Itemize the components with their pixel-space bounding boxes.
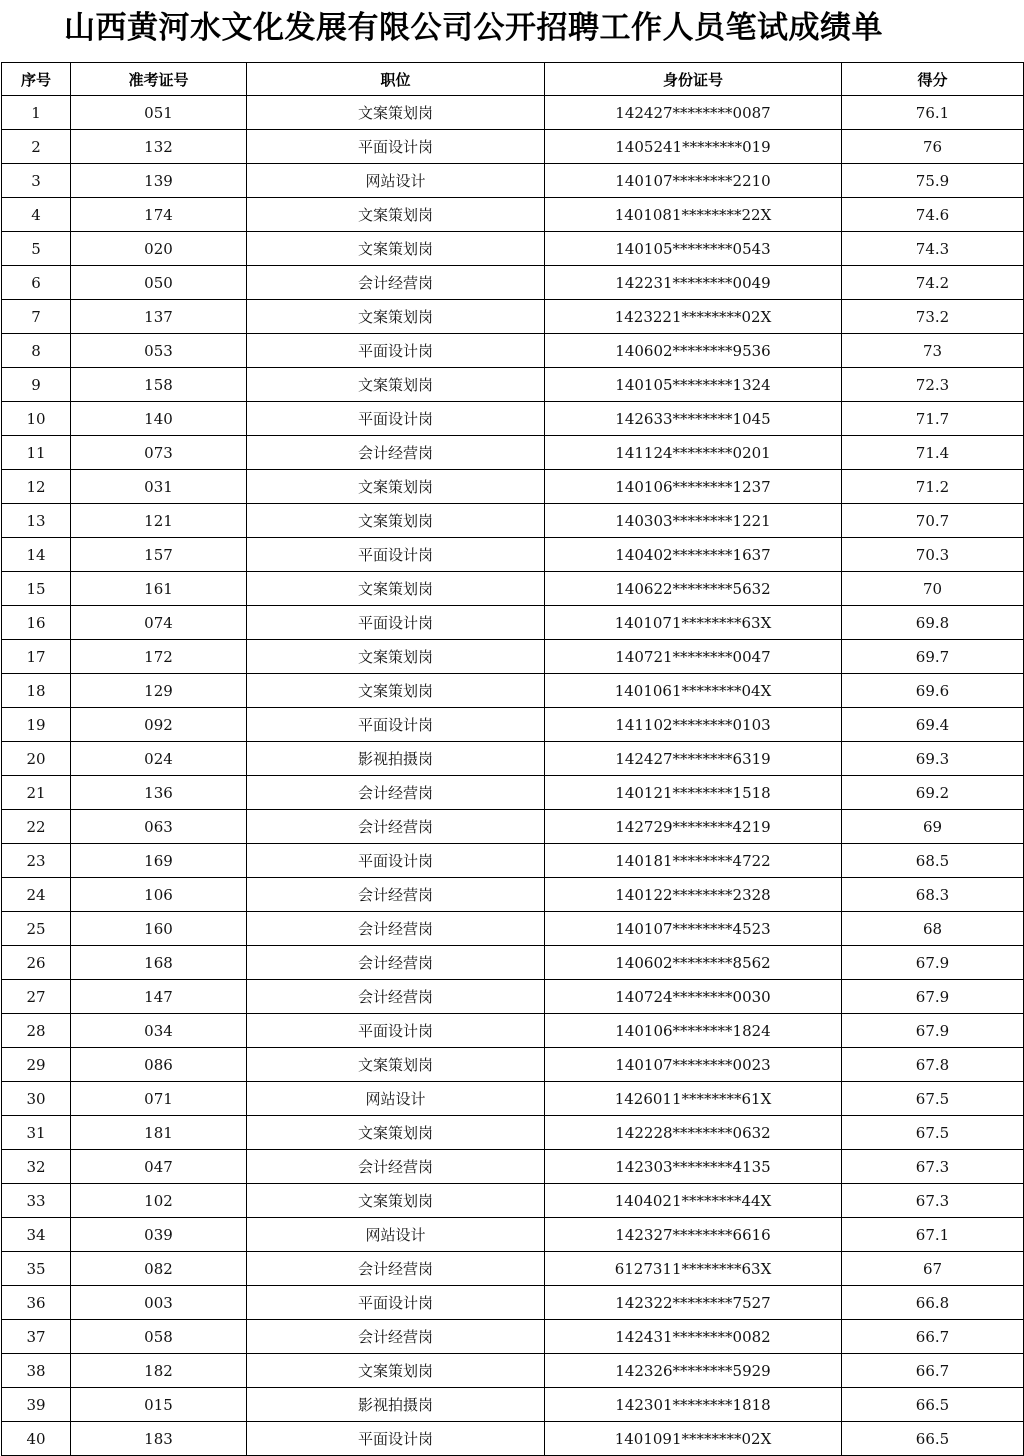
- cell-id-number: 140602********8562: [545, 946, 842, 980]
- cell-id-number: 140107********4523: [545, 912, 842, 946]
- score-table-body: [2, 96, 1024, 1456]
- cell-exam-number: 031: [71, 470, 247, 504]
- table-row: [2, 266, 1024, 300]
- cell-position: 文案策划岗: [247, 572, 545, 606]
- cell-score: 66.5: [842, 1388, 1024, 1422]
- cell-position: 平面设计岗: [247, 402, 545, 436]
- cell-id-number: 142231********0049: [545, 266, 842, 300]
- cell-seq: 15: [2, 572, 71, 606]
- table-row: [2, 1286, 1024, 1320]
- cell-score: 67.9: [842, 946, 1024, 980]
- cell-exam-number: 034: [71, 1014, 247, 1048]
- cell-score: 67.5: [842, 1082, 1024, 1116]
- table-row: [2, 1116, 1024, 1150]
- cell-id-number: 141124********0201: [545, 436, 842, 470]
- cell-seq: 4: [2, 198, 71, 232]
- cell-position: 平面设计岗: [247, 1422, 545, 1456]
- cell-id-number: 1401081********22X: [545, 198, 842, 232]
- cell-exam-number: 121: [71, 504, 247, 538]
- cell-exam-number: 129: [71, 674, 247, 708]
- header-id-number: 身份证号: [545, 63, 842, 96]
- cell-id-number: 140105********1324: [545, 368, 842, 402]
- table-row: [2, 1388, 1024, 1422]
- cell-seq: 34: [2, 1218, 71, 1252]
- cell-score: 76.1: [842, 96, 1024, 130]
- cell-score: 74.3: [842, 232, 1024, 266]
- cell-score: 68.5: [842, 844, 1024, 878]
- cell-exam-number: 182: [71, 1354, 247, 1388]
- cell-score: 72.3: [842, 368, 1024, 402]
- cell-seq: 20: [2, 742, 71, 776]
- cell-score: 74.6: [842, 198, 1024, 232]
- cell-exam-number: 003: [71, 1286, 247, 1320]
- cell-seq: 36: [2, 1286, 71, 1320]
- table-row: [2, 640, 1024, 674]
- cell-id-number: 142729********4219: [545, 810, 842, 844]
- table-row: [2, 504, 1024, 538]
- table-row: [2, 1422, 1024, 1456]
- table-row: [2, 198, 1024, 232]
- cell-score: 66.8: [842, 1286, 1024, 1320]
- cell-seq: 17: [2, 640, 71, 674]
- cell-score: 69.4: [842, 708, 1024, 742]
- cell-seq: 33: [2, 1184, 71, 1218]
- cell-exam-number: 053: [71, 334, 247, 368]
- cell-seq: 3: [2, 164, 71, 198]
- cell-exam-number: 024: [71, 742, 247, 776]
- cell-seq: 29: [2, 1048, 71, 1082]
- cell-seq: 1: [2, 96, 71, 130]
- table-row: [2, 1320, 1024, 1354]
- cell-seq: 40: [2, 1422, 71, 1456]
- cell-exam-number: 086: [71, 1048, 247, 1082]
- cell-score: 70: [842, 572, 1024, 606]
- table-row: [2, 810, 1024, 844]
- cell-exam-number: 169: [71, 844, 247, 878]
- table-row: [2, 470, 1024, 504]
- cell-seq: 6: [2, 266, 71, 300]
- cell-seq: 10: [2, 402, 71, 436]
- cell-seq: 23: [2, 844, 71, 878]
- cell-position: 会计经营岗: [247, 946, 545, 980]
- cell-id-number: 140622********5632: [545, 572, 842, 606]
- table-row: [2, 878, 1024, 912]
- cell-position: 文案策划岗: [247, 674, 545, 708]
- cell-position: 会计经营岗: [247, 912, 545, 946]
- cell-exam-number: 102: [71, 1184, 247, 1218]
- table-row: [2, 1150, 1024, 1184]
- cell-position: 文案策划岗: [247, 1116, 545, 1150]
- cell-score: 68.3: [842, 878, 1024, 912]
- cell-position: 会计经营岗: [247, 810, 545, 844]
- table-row: [2, 130, 1024, 164]
- cell-seq: 9: [2, 368, 71, 402]
- cell-score: 67: [842, 1252, 1024, 1286]
- cell-position: 平面设计岗: [247, 538, 545, 572]
- cell-score: 67.3: [842, 1184, 1024, 1218]
- cell-seq: 28: [2, 1014, 71, 1048]
- cell-score: 68: [842, 912, 1024, 946]
- cell-seq: 8: [2, 334, 71, 368]
- cell-score: 69.6: [842, 674, 1024, 708]
- cell-exam-number: 158: [71, 368, 247, 402]
- cell-seq: 22: [2, 810, 71, 844]
- table-row: [2, 368, 1024, 402]
- cell-id-number: 142228********0632: [545, 1116, 842, 1150]
- cell-position: 网站设计: [247, 1218, 545, 1252]
- cell-score: 69: [842, 810, 1024, 844]
- cell-seq: 19: [2, 708, 71, 742]
- table-row: [2, 1048, 1024, 1082]
- cell-position: 平面设计岗: [247, 1286, 545, 1320]
- cell-id-number: 140402********1637: [545, 538, 842, 572]
- cell-score: 69.7: [842, 640, 1024, 674]
- table-row: [2, 912, 1024, 946]
- cell-position: 文案策划岗: [247, 640, 545, 674]
- cell-exam-number: 160: [71, 912, 247, 946]
- cell-id-number: 1426011********61X: [545, 1082, 842, 1116]
- cell-exam-number: 132: [71, 130, 247, 164]
- cell-seq: 12: [2, 470, 71, 504]
- table-row: [2, 980, 1024, 1014]
- cell-id-number: 140121********1518: [545, 776, 842, 810]
- cell-seq: 35: [2, 1252, 71, 1286]
- cell-position: 平面设计岗: [247, 708, 545, 742]
- cell-exam-number: 063: [71, 810, 247, 844]
- cell-position: 平面设计岗: [247, 1014, 545, 1048]
- cell-seq: 25: [2, 912, 71, 946]
- cell-position: 会计经营岗: [247, 878, 545, 912]
- table-row: [2, 538, 1024, 572]
- cell-id-number: 140107********0023: [545, 1048, 842, 1082]
- cell-exam-number: 136: [71, 776, 247, 810]
- cell-exam-number: 181: [71, 1116, 247, 1150]
- cell-position: 文案策划岗: [247, 368, 545, 402]
- cell-exam-number: 047: [71, 1150, 247, 1184]
- header-position: 职位: [247, 63, 545, 96]
- cell-id-number: 140602********9536: [545, 334, 842, 368]
- cell-score: 67.3: [842, 1150, 1024, 1184]
- table-row: [2, 1014, 1024, 1048]
- cell-position: 平面设计岗: [247, 606, 545, 640]
- cell-id-number: 142303********4135: [545, 1150, 842, 1184]
- cell-position: 会计经营岗: [247, 980, 545, 1014]
- table-row: [2, 708, 1024, 742]
- cell-seq: 24: [2, 878, 71, 912]
- cell-position: 文案策划岗: [247, 96, 545, 130]
- table-row: [2, 1354, 1024, 1388]
- cell-seq: 13: [2, 504, 71, 538]
- cell-id-number: 1401091********02X: [545, 1422, 842, 1456]
- table-row: [2, 674, 1024, 708]
- cell-seq: 11: [2, 436, 71, 470]
- cell-score: 66.7: [842, 1320, 1024, 1354]
- cell-id-number: 142633********1045: [545, 402, 842, 436]
- cell-position: 会计经营岗: [247, 1252, 545, 1286]
- cell-id-number: 142427********6319: [545, 742, 842, 776]
- cell-score: 73: [842, 334, 1024, 368]
- cell-score: 76: [842, 130, 1024, 164]
- header-row: [2, 63, 1024, 96]
- cell-score: 73.2: [842, 300, 1024, 334]
- cell-position: 网站设计: [247, 164, 545, 198]
- cell-seq: 5: [2, 232, 71, 266]
- cell-id-number: 1423221********02X: [545, 300, 842, 334]
- cell-id-number: 140105********0543: [545, 232, 842, 266]
- table-row: [2, 96, 1024, 130]
- cell-exam-number: 139: [71, 164, 247, 198]
- cell-exam-number: 074: [71, 606, 247, 640]
- cell-exam-number: 161: [71, 572, 247, 606]
- cell-exam-number: 071: [71, 1082, 247, 1116]
- table-row: [2, 572, 1024, 606]
- cell-position: 平面设计岗: [247, 130, 545, 164]
- cell-id-number: 140181********4722: [545, 844, 842, 878]
- cell-position: 网站设计: [247, 1082, 545, 1116]
- cell-position: 会计经营岗: [247, 266, 545, 300]
- cell-exam-number: 174: [71, 198, 247, 232]
- cell-position: 会计经营岗: [247, 776, 545, 810]
- cell-exam-number: 168: [71, 946, 247, 980]
- cell-id-number: 1401071********63X: [545, 606, 842, 640]
- score-table: [1, 62, 1024, 1456]
- cell-id-number: 142301********1818: [545, 1388, 842, 1422]
- cell-seq: 37: [2, 1320, 71, 1354]
- score-table-header: [2, 63, 1024, 96]
- cell-position: 平面设计岗: [247, 844, 545, 878]
- cell-score: 71.7: [842, 402, 1024, 436]
- cell-id-number: 140724********0030: [545, 980, 842, 1014]
- cell-exam-number: 073: [71, 436, 247, 470]
- cell-id-number: 142326********5929: [545, 1354, 842, 1388]
- cell-score: 69.2: [842, 776, 1024, 810]
- cell-exam-number: 183: [71, 1422, 247, 1456]
- header-exam-number: 准考证号: [71, 63, 247, 96]
- cell-exam-number: 157: [71, 538, 247, 572]
- cell-score: 66.5: [842, 1422, 1024, 1456]
- table-row: [2, 402, 1024, 436]
- table-row: [2, 742, 1024, 776]
- cell-id-number: 142327********6616: [545, 1218, 842, 1252]
- cell-seq: 18: [2, 674, 71, 708]
- cell-seq: 16: [2, 606, 71, 640]
- cell-position: 文案策划岗: [247, 504, 545, 538]
- cell-exam-number: 015: [71, 1388, 247, 1422]
- cell-exam-number: 092: [71, 708, 247, 742]
- cell-id-number: 140122********2328: [545, 878, 842, 912]
- cell-score: 70.3: [842, 538, 1024, 572]
- table-row: [2, 164, 1024, 198]
- cell-position: 会计经营岗: [247, 1150, 545, 1184]
- table-row: [2, 1218, 1024, 1252]
- cell-score: 75.9: [842, 164, 1024, 198]
- cell-seq: 14: [2, 538, 71, 572]
- cell-score: 71.4: [842, 436, 1024, 470]
- table-row: [2, 946, 1024, 980]
- cell-seq: 32: [2, 1150, 71, 1184]
- cell-position: 文案策划岗: [247, 198, 545, 232]
- cell-exam-number: 147: [71, 980, 247, 1014]
- cell-id-number: 141102********0103: [545, 708, 842, 742]
- cell-exam-number: 172: [71, 640, 247, 674]
- header-seq: 序号: [2, 63, 71, 96]
- document-title: 山西黄河水文化发展有限公司公开招聘工作人员笔试成绩单: [64, 10, 883, 46]
- cell-position: 平面设计岗: [247, 334, 545, 368]
- cell-exam-number: 058: [71, 1320, 247, 1354]
- cell-id-number: 140106********1237: [545, 470, 842, 504]
- cell-score: 74.2: [842, 266, 1024, 300]
- cell-exam-number: 039: [71, 1218, 247, 1252]
- cell-id-number: 6127311********63X: [545, 1252, 842, 1286]
- cell-score: 67.8: [842, 1048, 1024, 1082]
- cell-id-number: 140721********0047: [545, 640, 842, 674]
- cell-id-number: 1404021********44X: [545, 1184, 842, 1218]
- cell-exam-number: 137: [71, 300, 247, 334]
- cell-seq: 30: [2, 1082, 71, 1116]
- cell-score: 71.2: [842, 470, 1024, 504]
- cell-seq: 27: [2, 980, 71, 1014]
- cell-seq: 2: [2, 130, 71, 164]
- cell-score: 69.3: [842, 742, 1024, 776]
- table-row: [2, 606, 1024, 640]
- table-row: [2, 844, 1024, 878]
- cell-score: 67.9: [842, 1014, 1024, 1048]
- table-row: [2, 1184, 1024, 1218]
- table-row: [2, 776, 1024, 810]
- table-row: [2, 232, 1024, 266]
- cell-exam-number: 140: [71, 402, 247, 436]
- cell-position: 文案策划岗: [247, 300, 545, 334]
- cell-position: 文案策划岗: [247, 1184, 545, 1218]
- cell-id-number: 1405241********019: [545, 130, 842, 164]
- cell-score: 66.7: [842, 1354, 1024, 1388]
- cell-position: 文案策划岗: [247, 232, 545, 266]
- header-score: 得分: [842, 63, 1024, 96]
- cell-position: 文案策划岗: [247, 470, 545, 504]
- cell-score: 67.1: [842, 1218, 1024, 1252]
- table-row: [2, 1252, 1024, 1286]
- cell-exam-number: 050: [71, 266, 247, 300]
- table-row: [2, 334, 1024, 368]
- cell-position: 会计经营岗: [247, 1320, 545, 1354]
- cell-id-number: 142431********0082: [545, 1320, 842, 1354]
- cell-seq: 31: [2, 1116, 71, 1150]
- table-row: [2, 300, 1024, 334]
- cell-score: 69.8: [842, 606, 1024, 640]
- table-row: [2, 1082, 1024, 1116]
- cell-position: 影视拍摄岗: [247, 742, 545, 776]
- cell-id-number: 1401061********04X: [545, 674, 842, 708]
- cell-seq: 21: [2, 776, 71, 810]
- cell-id-number: 140303********1221: [545, 504, 842, 538]
- cell-id-number: 142322********7527: [545, 1286, 842, 1320]
- cell-position: 会计经营岗: [247, 436, 545, 470]
- cell-exam-number: 020: [71, 232, 247, 266]
- cell-score: 70.7: [842, 504, 1024, 538]
- cell-seq: 38: [2, 1354, 71, 1388]
- cell-seq: 7: [2, 300, 71, 334]
- cell-exam-number: 051: [71, 96, 247, 130]
- cell-id-number: 140107********2210: [545, 164, 842, 198]
- cell-seq: 26: [2, 946, 71, 980]
- cell-position: 文案策划岗: [247, 1354, 545, 1388]
- table-row: [2, 436, 1024, 470]
- cell-score: 67.5: [842, 1116, 1024, 1150]
- cell-seq: 39: [2, 1388, 71, 1422]
- cell-position: 文案策划岗: [247, 1048, 545, 1082]
- cell-exam-number: 106: [71, 878, 247, 912]
- cell-exam-number: 082: [71, 1252, 247, 1286]
- cell-position: 影视拍摄岗: [247, 1388, 545, 1422]
- cell-id-number: 142427********0087: [545, 96, 842, 130]
- cell-id-number: 140106********1824: [545, 1014, 842, 1048]
- cell-score: 67.9: [842, 980, 1024, 1014]
